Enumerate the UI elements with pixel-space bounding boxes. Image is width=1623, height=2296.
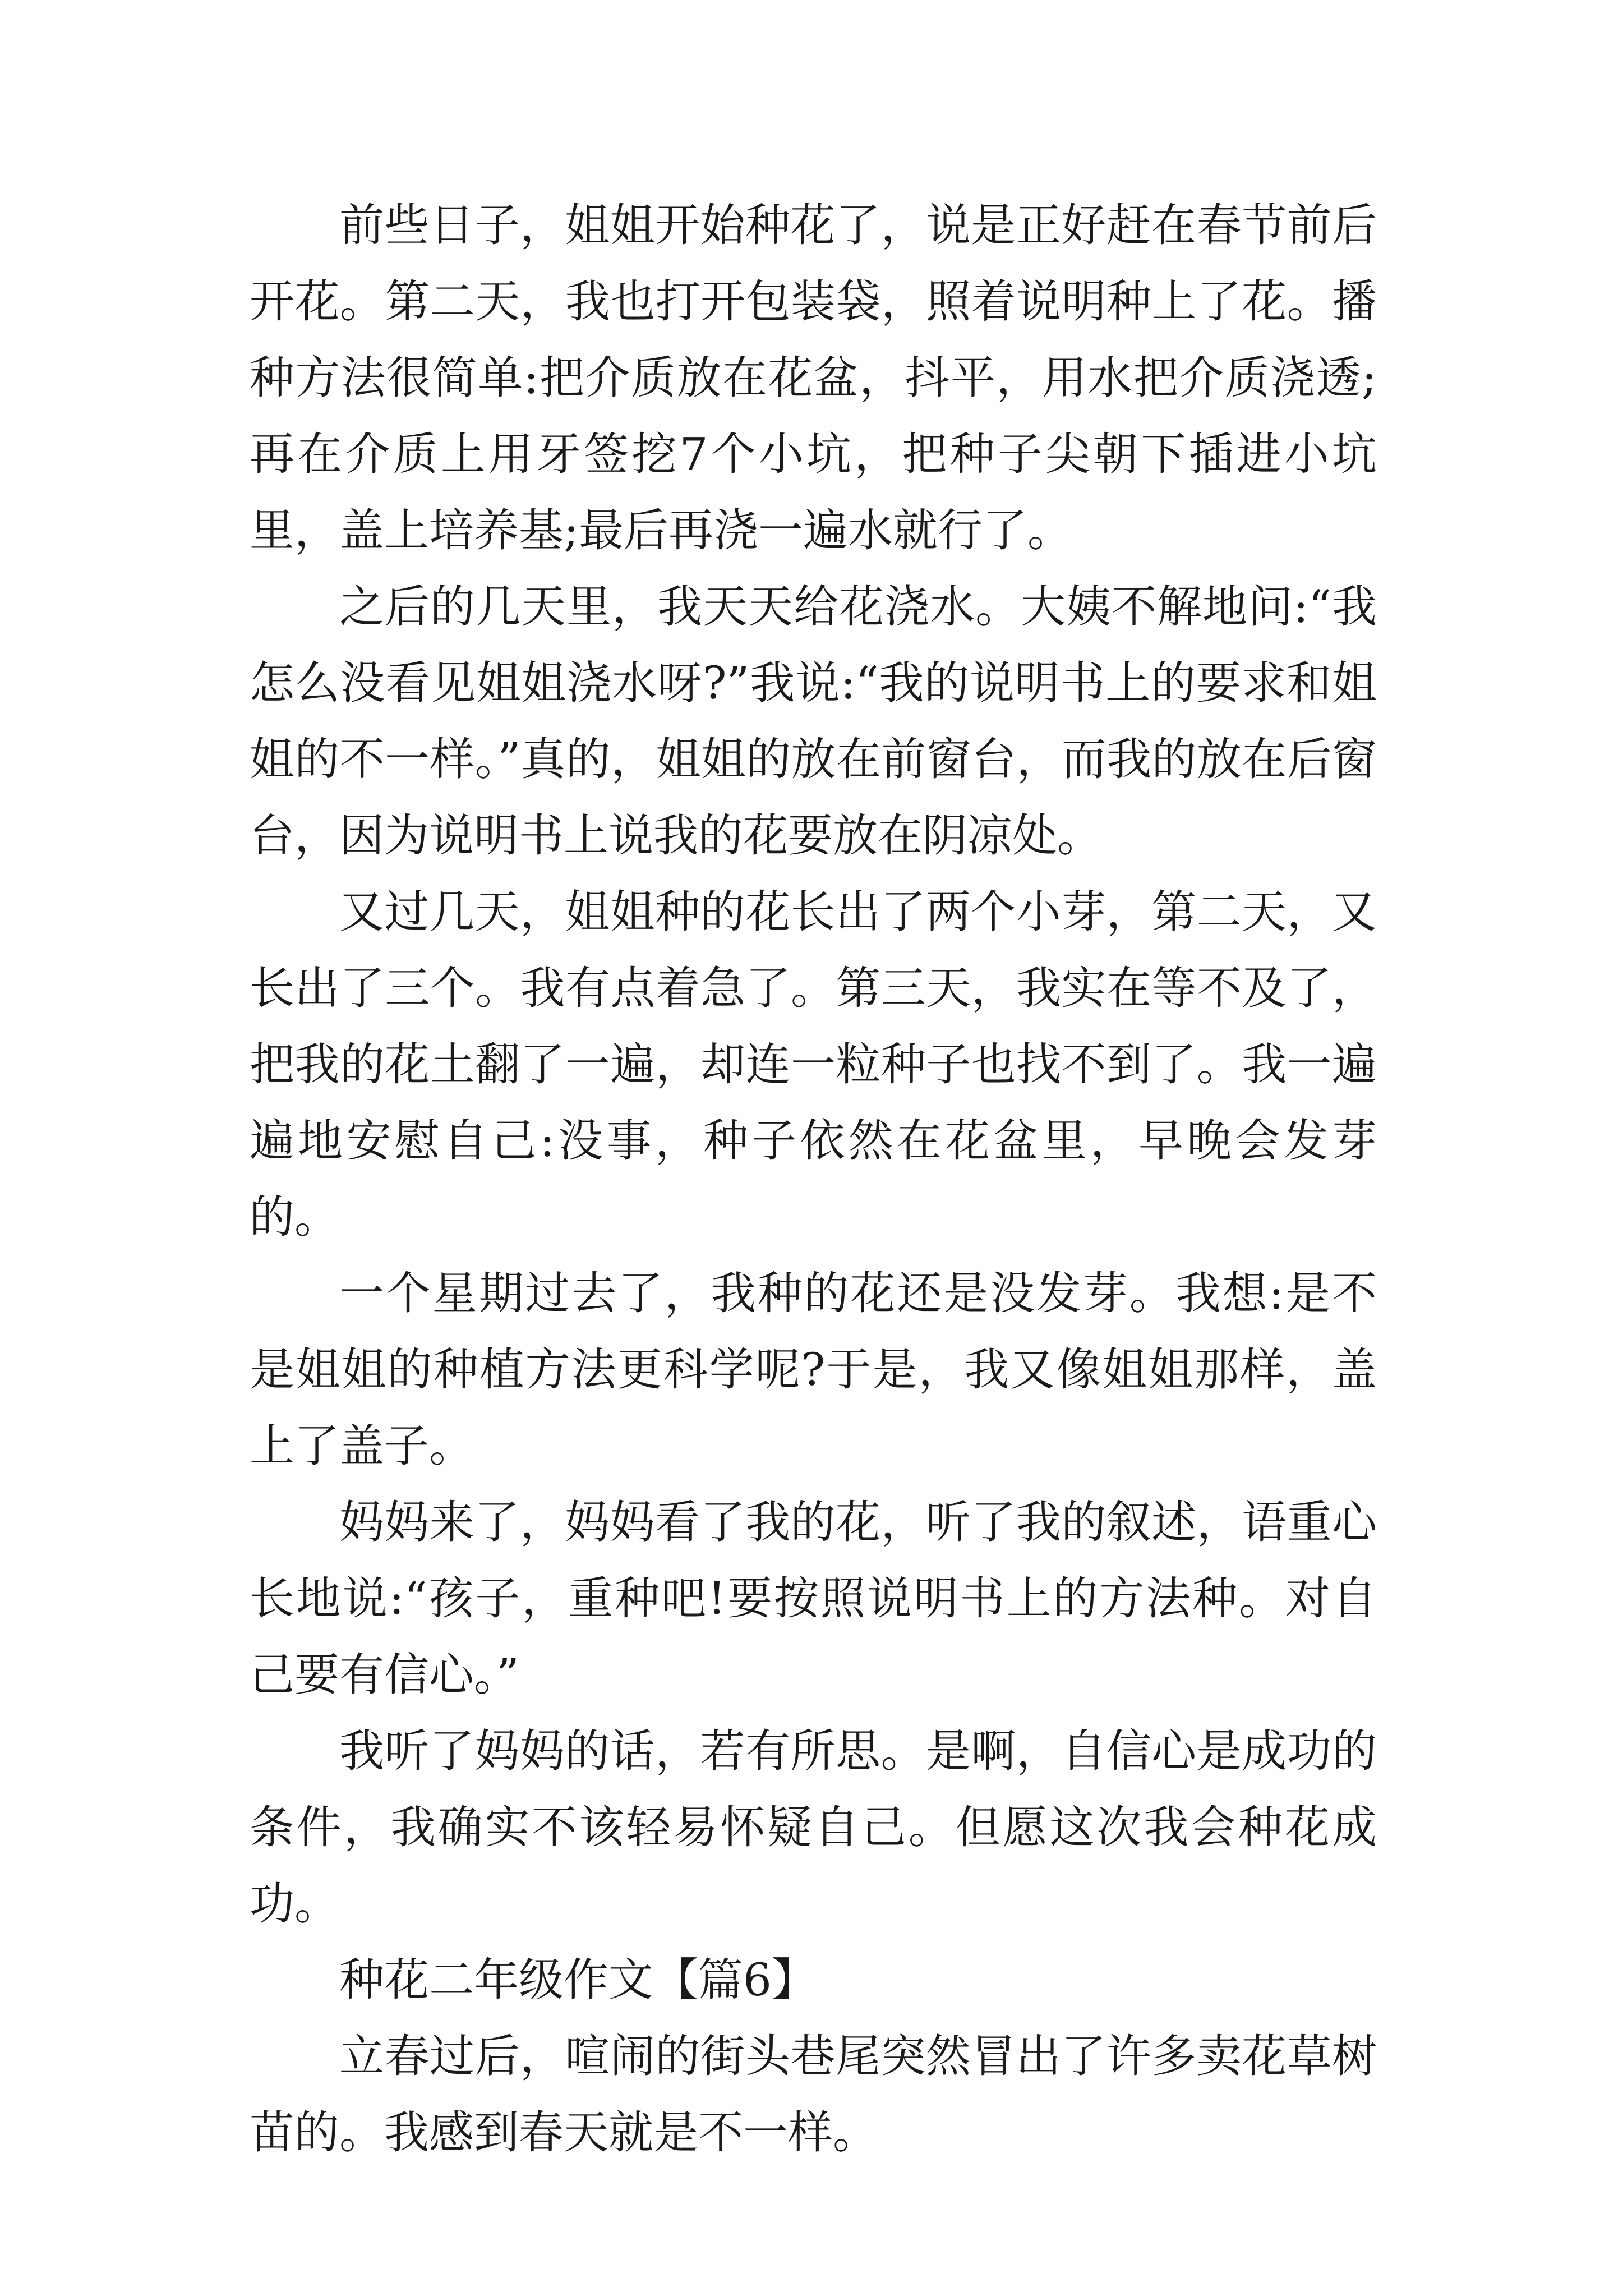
section-heading: 种花二年级作文【篇6】: [339, 1954, 817, 2006]
document-body: [250, 187, 1377, 2171]
paragraph: 之后的几天里，我天天给花浇水。大姨不解地问:“我怎么没看见姐姐浇水呀?”我说:“我的说明书上的要求和姐姐的不一样。”真的，姐姐的放在前窗台，而我的放在后窗台，因为说明书上说我的花要放在阴凉处。: [250, 581, 1377, 862]
paragraph: 立春过后，喧闹的街头巷尾突然冒出了许多卖花草树苗的。我感到春天就是不一样。: [250, 2030, 1377, 2159]
paragraph: 我听了妈妈的话，若有所思。是啊，自信心是成功的条件，我确实不该轻易怀疑自己。但愿这次我会种花成功。: [250, 1725, 1377, 1930]
paragraph: 又过几天，姐姐种的花长出了两个小芽，第二天，又长出了三个。我有点着急了。第三天，我实在等不及了，把我的花土翻了一遍，却连一粒种子也找不到了。我一遍遍地安慰自己:没事，种子依然在花盆里，早晚会发芽的。: [250, 886, 1377, 1243]
paragraph: 妈妈来了，妈妈看了我的花，听了我的叙述，语重心长地说:“孩子，重种吧!要按照说明书上的方法种。对自己要有信心。”: [250, 1496, 1377, 1701]
paragraph: 一个星期过去了，我种的花还是没发芽。我想:是不是姐姐的种植方法更科学呢?于是，我又像姐姐那样，盖上了盖子。: [250, 1267, 1377, 1472]
paragraph: 前些日子，姐姐开始种花了，说是正好赶在春节前后开花。第二天，我也打开包装袋，照着说明种上了花。播种方法很简单:把介质放在花盆，抖平，用水把介质浇透;再在介质上用牙签挖7个小坑，把种子尖朝下插进小坑里，盖上培养基;最后再浇一遍水就行了。: [250, 199, 1377, 556]
